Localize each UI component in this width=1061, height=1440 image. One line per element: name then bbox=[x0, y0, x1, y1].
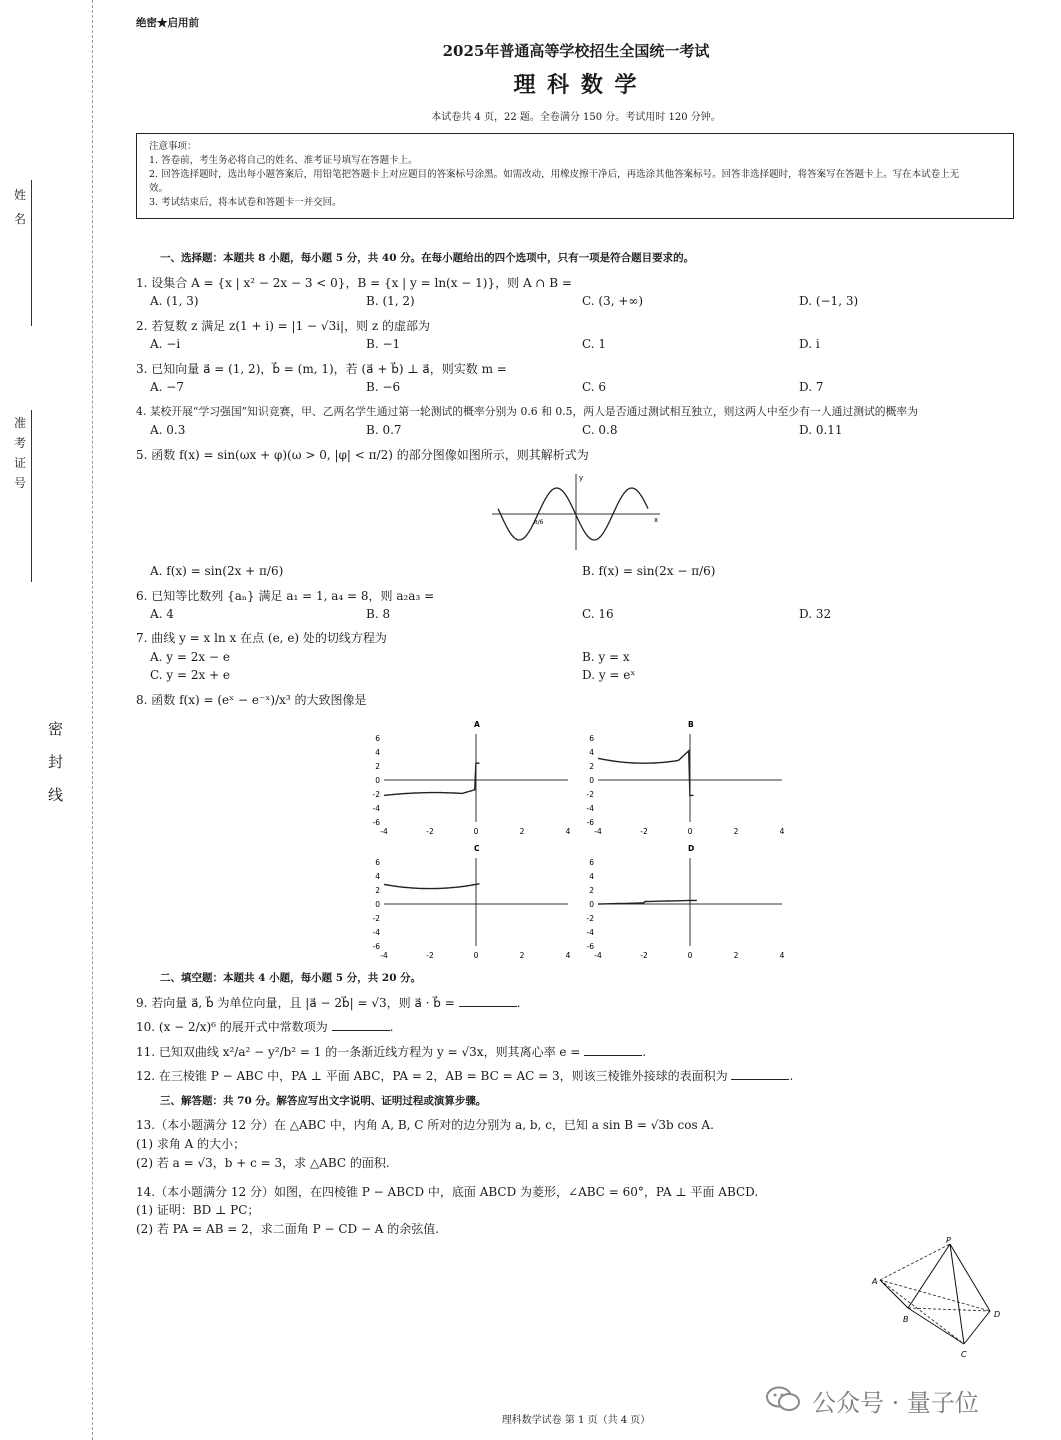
q8-y-tick-label: -6 bbox=[372, 818, 380, 827]
edge-PC bbox=[950, 1244, 964, 1344]
q7-option: B. y = x bbox=[582, 650, 630, 664]
id-label-char: 证 bbox=[13, 456, 26, 470]
q8-y-tick-label: 6 bbox=[375, 734, 380, 743]
q8-y-tick-label: 4 bbox=[375, 872, 380, 881]
q9 bbox=[136, 994, 520, 1011]
q1-option: A. (1, 3) bbox=[150, 294, 199, 308]
q10 bbox=[136, 1018, 393, 1035]
q2-option: B. −1 bbox=[366, 337, 401, 351]
q8-y-tick-label: 4 bbox=[589, 748, 594, 757]
q12-text: 12. 在三棱锥 P − ABC 中，PA ⊥ 平面 ABC，PA = 2，AB = BC = AC = 3，则该三棱锥外接球的表面积为 bbox=[136, 1069, 728, 1083]
notice-item: 2. 回答选择题时，选出每小题答案后，用铅笔把答题卡上对应题目的答案标号涂黑。如需改动，用橡皮擦干净后，再选涂其他答案标号。回答非选择题时，将答案写在答题卡上。写在本试卷上无 bbox=[149, 169, 960, 180]
q8-y-tick-label: -2 bbox=[372, 790, 380, 799]
q8-y-tick-label: 0 bbox=[375, 900, 380, 909]
q4-option: B. 0.7 bbox=[366, 423, 402, 437]
q8-graph-options bbox=[360, 712, 800, 968]
q5-option: B. f(x) = sin(2x − π/6) bbox=[582, 564, 716, 578]
q8-panel bbox=[587, 720, 785, 836]
q8-curve bbox=[384, 884, 480, 889]
q8-x-tick-label: 0 bbox=[473, 951, 479, 960]
vertex-label-D: D bbox=[994, 1310, 1001, 1319]
q14-stem: 14.（本小题满分 12 分）如图，在四棱锥 P − ABCD 中，底面 ABCD 为菱形，∠ABC = 60°，PA ⊥ 平面 ABCD. bbox=[136, 1185, 759, 1199]
q3-option: A. −7 bbox=[150, 380, 184, 394]
q4-option: C. 0.8 bbox=[582, 423, 618, 437]
q8-y-tick-label: 6 bbox=[375, 858, 380, 867]
q1-option: D. (−1, 3) bbox=[799, 294, 859, 308]
q4-option: A. 0.3 bbox=[150, 423, 186, 437]
id-label-char: 准 bbox=[13, 416, 26, 430]
q8-x-tick-label: -4 bbox=[380, 951, 388, 960]
exam-title: 2025年普通高等学校招生全国统一考试 bbox=[442, 42, 710, 60]
q8-x-tick-label: -2 bbox=[426, 951, 434, 960]
subject-title: 理 科 数 学 bbox=[513, 72, 639, 98]
id-label-char: 号 bbox=[13, 476, 26, 490]
q8-x-tick-label: 0 bbox=[687, 827, 693, 836]
name-label-char: 名 bbox=[13, 212, 26, 226]
edge-PA bbox=[880, 1244, 950, 1280]
q8-y-tick-label: -2 bbox=[586, 790, 594, 799]
q9-text: 9. 若向量 a⃗, b⃗ 为单位向量，且 |a⃗ − 2b⃗| = √3，则 a⃗ · b⃗ = bbox=[136, 996, 455, 1010]
q11 bbox=[136, 1043, 646, 1060]
vertex-label-B: B bbox=[903, 1315, 909, 1324]
q3-option: C. 6 bbox=[582, 380, 607, 394]
q8-x-tick-label: 0 bbox=[687, 951, 693, 960]
q7-option: C. y = 2x + e bbox=[150, 668, 231, 682]
q8-y-tick-label: 0 bbox=[589, 900, 594, 909]
q8-y-tick-label: 6 bbox=[589, 734, 594, 743]
q9-answer-blank[interactable] bbox=[459, 994, 517, 1007]
q12-answer-blank[interactable] bbox=[731, 1067, 789, 1080]
q13-part1: (1) 求角 A 的大小； bbox=[136, 1137, 246, 1151]
name-label-char: 姓 bbox=[13, 188, 26, 202]
q8-x-tick-label: -4 bbox=[380, 827, 388, 836]
q6-option: B. 8 bbox=[366, 607, 391, 621]
seal-char: 线 bbox=[48, 786, 64, 804]
q8-y-tick-label: -4 bbox=[586, 928, 594, 937]
q8-x-tick-label: 2 bbox=[733, 951, 739, 960]
notice-item: 效。 bbox=[149, 183, 169, 194]
q8-x-tick-label: 0 bbox=[473, 827, 479, 836]
q8-y-tick-label: -2 bbox=[372, 914, 380, 923]
q8-y-tick-label: 0 bbox=[589, 776, 594, 785]
q11-answer-blank[interactable] bbox=[584, 1043, 642, 1056]
q8-x-tick-label: -2 bbox=[640, 827, 648, 836]
q14-part2: (2) 若 PA = AB = 2，求二面角 P − CD − A 的余弦值. bbox=[136, 1222, 440, 1236]
q8-y-tick-label: -6 bbox=[586, 818, 594, 827]
watermark-text: 公众号 · 量子位 bbox=[812, 1389, 979, 1417]
q8-curve bbox=[598, 751, 694, 796]
q8-x-tick-label: 4 bbox=[779, 951, 785, 960]
binding-dashed-line bbox=[92, 0, 93, 1440]
edge-CD bbox=[964, 1311, 990, 1344]
secret-mark: 绝密★启用前 bbox=[136, 17, 199, 29]
vertex-label-A: A bbox=[872, 1277, 878, 1286]
q14-pyramid-figure bbox=[870, 1236, 1010, 1362]
q1-stem: 1. 设集合 A = {x | x² − 2x − 3 < 0}，B = {x | y = ln(x − 1)}，则 A ∩ B = bbox=[136, 276, 572, 290]
q8-curve bbox=[598, 900, 697, 904]
q8-panel-title: B bbox=[688, 720, 694, 729]
q8-y-tick-label: 4 bbox=[589, 872, 594, 881]
edge-AD bbox=[880, 1280, 990, 1311]
q5-x-label: x bbox=[654, 516, 659, 524]
q5-option: A. f(x) = sin(2x + π/6) bbox=[150, 564, 284, 578]
q8-y-tick-label: 2 bbox=[375, 762, 380, 771]
q8-panel-title: A bbox=[474, 720, 480, 729]
q8-panel bbox=[587, 844, 785, 960]
q9-period: . bbox=[516, 996, 521, 1010]
q12-period: . bbox=[789, 1069, 794, 1083]
q11-period: . bbox=[642, 1045, 647, 1059]
q4-stem: 4. 某校开展“学习强国”知识竞赛，甲、乙两名学生通过第一轮测试的概率分别为 0.6 和 0.5，两人是否通过测试相互独立，则这两人中至少有一人通过测试的概率为 bbox=[136, 405, 918, 418]
q8-y-tick-label: -6 bbox=[586, 942, 594, 951]
q8-x-tick-label: 4 bbox=[779, 827, 785, 836]
q8-x-tick-label: 4 bbox=[565, 827, 571, 836]
notice-box bbox=[136, 133, 1014, 219]
q8-y-tick-label: -6 bbox=[372, 942, 380, 951]
id-write-line bbox=[31, 410, 32, 582]
q8-panel-title: C bbox=[474, 844, 480, 853]
q2-stem: 2. 若复数 z 满足 z(1 + i) = |1 − √3i|，则 z 的虚部为 bbox=[136, 319, 431, 333]
edge-AB bbox=[880, 1280, 908, 1308]
q8-x-tick-label: -4 bbox=[594, 827, 602, 836]
q8-x-tick-label: 4 bbox=[565, 951, 571, 960]
q13-part2: (2) 若 a = √3，b + c = 3，求 △ABC 的面积. bbox=[136, 1156, 390, 1170]
q7-option: D. y = eˣ bbox=[582, 668, 636, 682]
q5-tick-label: π/6 bbox=[534, 519, 544, 526]
seal-char: 封 bbox=[48, 753, 64, 771]
q5-sine-graph bbox=[490, 470, 670, 554]
section2-heading: 二、填空题：本题共 4 小题，每小题 5 分，共 20 分。 bbox=[160, 972, 422, 984]
q6-stem: 6. 已知等比数列 {aₙ} 满足 a₁ = 1, a₄ = 8，则 a₂a₃ = bbox=[136, 589, 435, 603]
edge-BC bbox=[908, 1308, 964, 1344]
q10-text: 10. (x − 2/x)⁶ 的展开式中常数项为 bbox=[136, 1020, 328, 1034]
q8-stem: 8. 函数 f(x) = (eˣ − e⁻ˣ)/x³ 的大致图像是 bbox=[136, 693, 367, 707]
q13-stem: 13.（本小题满分 12 分）在 △ABC 中，内角 A, B, C 所对的边分别为 a, b, c，已知 a sin B = √3b cos A. bbox=[136, 1118, 714, 1132]
q6-option: A. 4 bbox=[150, 607, 174, 621]
seal-char: 密 bbox=[48, 720, 64, 738]
q8-y-tick-label: -4 bbox=[586, 804, 594, 813]
wechat-icon bbox=[766, 1386, 802, 1412]
q1-option: C. (3, +∞) bbox=[582, 294, 644, 308]
q8-x-tick-label: -4 bbox=[594, 951, 602, 960]
q2-option: A. −i bbox=[150, 337, 181, 351]
q8-panel bbox=[373, 844, 571, 960]
page-footer: 理科数学试卷 第 1 页（共 4 页） bbox=[501, 1415, 651, 1426]
notice-item: 1. 答卷前，考生务必将自己的姓名、准考证号填写在答题卡上。 bbox=[149, 155, 418, 166]
vertex-label-P: P bbox=[946, 1236, 951, 1245]
q3-option: B. −6 bbox=[366, 380, 401, 394]
q3-option: D. 7 bbox=[799, 380, 824, 394]
q5-stem: 5. 函数 f(x) = sin(ωx + φ)(ω > 0, |φ| < π/2) 的部分图像如图所示，则其解析式为 bbox=[136, 448, 589, 462]
q11-text: 11. 已知双曲线 x²/a² − y²/b² = 1 的一条渐近线方程为 y = √3x，则其离心率 e = bbox=[136, 1045, 581, 1059]
q8-y-tick-label: 6 bbox=[589, 858, 594, 867]
q10-answer-blank[interactable] bbox=[332, 1018, 390, 1031]
q8-y-tick-label: 4 bbox=[375, 748, 380, 757]
q6-option: C. 16 bbox=[582, 607, 614, 621]
q8-y-tick-label: 2 bbox=[589, 886, 594, 895]
exam-info: 本试卷共 4 页，22 题。全卷满分 150 分。考试用时 120 分钟。 bbox=[431, 112, 721, 123]
q7-option: A. y = 2x − e bbox=[150, 650, 230, 664]
q2-option: C. 1 bbox=[582, 337, 607, 351]
id-label-char: 考 bbox=[13, 436, 26, 450]
q7-stem: 7. 曲线 y = x ln x 在点 (e, e) 处的切线方程为 bbox=[136, 631, 387, 645]
q5-y-label: y bbox=[579, 474, 584, 482]
q8-curve bbox=[384, 763, 480, 795]
q8-y-tick-label: -4 bbox=[372, 928, 380, 937]
q2-option: D. i bbox=[799, 337, 820, 351]
q6-option: D. 32 bbox=[799, 607, 832, 621]
q3-stem: 3. 已知向量 a⃗ = (1, 2)，b⃗ = (m, 1)，若 (a⃗ + b⃗) ⊥ a⃗，则实数 m = bbox=[136, 362, 507, 376]
edge-PD bbox=[950, 1244, 990, 1311]
q8-x-tick-label: 2 bbox=[519, 951, 525, 960]
q1-option: B. (1, 2) bbox=[366, 294, 415, 308]
q8-x-tick-label: -2 bbox=[640, 951, 648, 960]
q12 bbox=[136, 1067, 793, 1084]
name-write-line bbox=[31, 180, 32, 326]
section3-heading: 三、解答题：共 70 分。解答应写出文字说明、证明过程或演算步骤。 bbox=[160, 1095, 487, 1107]
q8-y-tick-label: -2 bbox=[586, 914, 594, 923]
q8-panel-title: D bbox=[688, 844, 695, 853]
edge-AC bbox=[880, 1280, 964, 1344]
q8-y-tick-label: 0 bbox=[375, 776, 380, 785]
q8-y-tick-label: 2 bbox=[589, 762, 594, 771]
notice-item: 3. 考试结束后，将本试卷和答题卡一并交回。 bbox=[149, 197, 342, 208]
notice-title: 注意事项： bbox=[149, 141, 197, 152]
vertex-label-C: C bbox=[961, 1350, 967, 1359]
q10-period: . bbox=[389, 1020, 394, 1034]
q8-panel bbox=[373, 720, 571, 836]
q8-x-tick-label: 2 bbox=[519, 827, 525, 836]
q8-x-tick-label: -2 bbox=[426, 827, 434, 836]
section1-heading: 一、选择题：本题共 8 小题，每小题 5 分，共 40 分。在每小题给出的四个选项中，只有一项是符合题目要求的。 bbox=[160, 252, 695, 264]
q14-part1: (1) 证明：BD ⊥ PC； bbox=[136, 1203, 260, 1217]
q8-y-tick-label: 2 bbox=[375, 886, 380, 895]
q8-y-tick-label: -4 bbox=[372, 804, 380, 813]
q8-x-tick-label: 2 bbox=[733, 827, 739, 836]
q4-option: D. 0.11 bbox=[799, 423, 843, 437]
